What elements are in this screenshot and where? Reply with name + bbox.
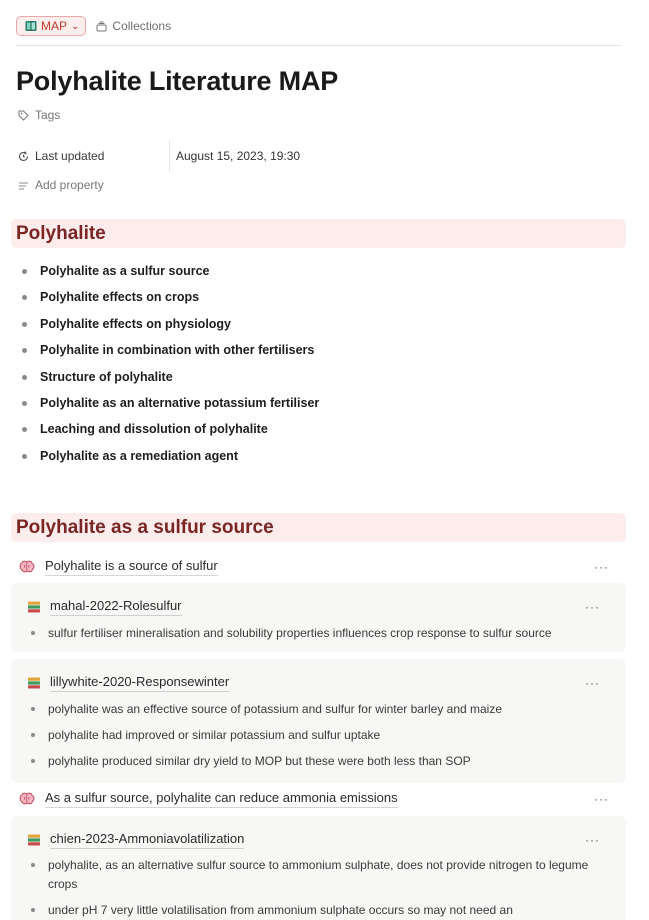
source-link[interactable]: lillywhite-2020-Responsewinter — [50, 674, 229, 692]
more-options-button[interactable]: ··· — [585, 600, 600, 614]
clock-refresh-icon — [18, 151, 29, 162]
collections-button[interactable] — [96, 16, 171, 36]
section-heading-polyhalite[interactable]: Polyhalite — [11, 219, 626, 248]
books-icon — [27, 600, 41, 614]
claim-text: Polyhalite is a source of sulfur — [45, 558, 218, 576]
books-icon — [27, 676, 41, 690]
topic-item[interactable]: Polyhalite effects on physiology — [22, 316, 319, 342]
source-card — [11, 816, 626, 920]
note-item: sulfur fertiliser mineralisation and solubility properties influences crop response to sulfur source — [31, 624, 612, 643]
claim-row[interactable] — [19, 556, 609, 578]
note-list — [31, 856, 612, 920]
source-header[interactable] — [27, 597, 600, 617]
source-card — [11, 583, 626, 652]
note-item: polyhalite, as an alternative sulfur source to ammonium sulphate, does not provide nitrogen to legume crops — [31, 856, 612, 894]
topic-item[interactable]: Polyhalite in combination with other fertilisers — [22, 342, 319, 368]
stack-icon — [96, 21, 107, 32]
property-value: August 15, 2023, 19:30 — [176, 149, 301, 163]
note-item: under pH 7 very little volatilisation from ammonium sulphate occurs so may not need an — [31, 901, 612, 920]
note-item: polyhalite produced similar dry yield to MOP but these were both less than SOP — [31, 752, 612, 771]
page-title[interactable]: Polyhalite Literature MAP — [16, 66, 339, 96]
tags-label: Tags — [35, 108, 61, 122]
claim-text: As a sulfur source, polyhalite can reduce ammonia emissions — [45, 790, 398, 808]
collections-label: Collections — [112, 19, 172, 33]
note-list — [31, 700, 612, 778]
top-bar — [16, 16, 622, 46]
topic-item[interactable]: Polyhalite as a remediation agent — [22, 448, 319, 474]
source-link[interactable]: mahal-2022-Rolesulfur — [50, 598, 182, 616]
source-header[interactable] — [27, 673, 600, 693]
topic-item[interactable]: Leaching and dissolution of polyhalite — [22, 421, 319, 447]
topic-item[interactable]: Polyhalite as a sulfur source — [22, 263, 319, 289]
more-options-button[interactable]: ··· — [585, 676, 600, 690]
note-item: polyhalite had improved or similar potassium and sulfur uptake — [31, 726, 612, 745]
note-list — [31, 624, 612, 650]
property-label-cell — [18, 140, 170, 172]
brain-icon — [19, 792, 35, 806]
source-header[interactable] — [27, 830, 600, 850]
topic-item[interactable]: Polyhalite as an alternative potassium fertiliser — [22, 395, 319, 421]
topic-item[interactable]: Polyhalite effects on crops — [22, 289, 319, 315]
more-options-button[interactable]: ··· — [594, 560, 609, 574]
property-label: Last updated — [35, 149, 105, 163]
books-icon — [27, 833, 41, 847]
note-item: polyhalite was an effective source of potassium and sulfur for winter barley and maize — [31, 700, 612, 719]
section-heading-sulfur-source[interactable]: Polyhalite as a sulfur source — [11, 513, 626, 542]
source-link[interactable]: chien-2023-Ammoniavolatilization — [50, 831, 244, 849]
list-add-icon — [18, 180, 29, 191]
map-type-dropdown[interactable] — [16, 16, 86, 36]
add-property-button[interactable] — [18, 178, 104, 192]
add-property-label: Add property — [35, 178, 104, 192]
claim-row[interactable] — [19, 788, 609, 810]
more-options-button[interactable]: ··· — [594, 792, 609, 806]
source-card — [11, 659, 626, 783]
tags-property[interactable] — [18, 108, 60, 122]
topic-item[interactable]: Structure of polyhalite — [22, 369, 319, 395]
chevron-down-icon: ⌄ — [71, 20, 80, 32]
property-last-updated[interactable] — [18, 140, 438, 172]
tag-icon — [18, 110, 29, 121]
map-chip-label: MAP — [41, 19, 68, 33]
more-options-button[interactable]: ··· — [585, 833, 600, 847]
topic-list — [22, 263, 319, 474]
book-icon — [25, 20, 37, 32]
brain-icon — [19, 560, 35, 574]
